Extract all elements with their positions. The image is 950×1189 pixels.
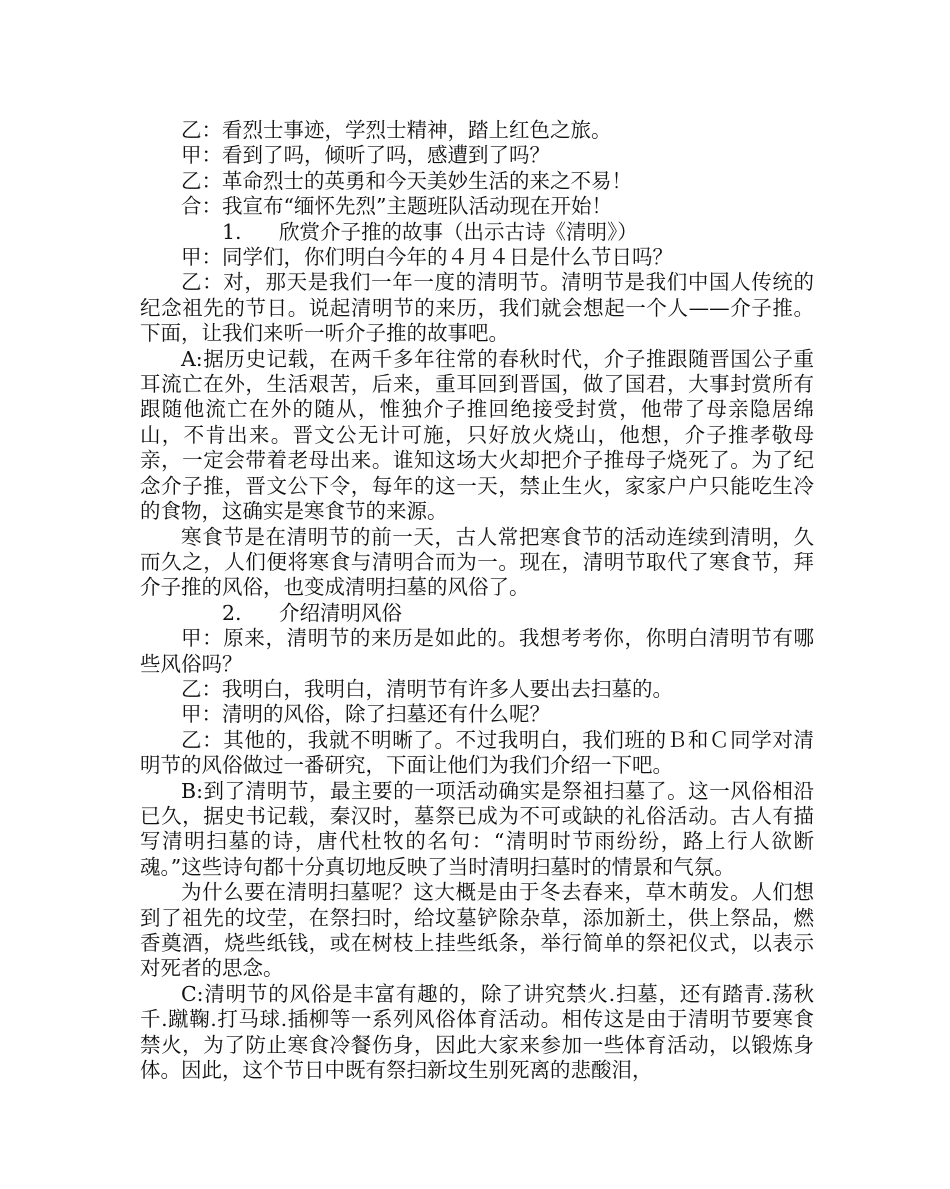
- paragraph: 甲：同学们，你们明白今年的４月４日是什么节日吗？: [181, 245, 673, 270]
- paragraph: 甲：原来，清明节的来历是如此的。我想考考你，你明白清明节有哪些风俗吗？: [140, 626, 814, 676]
- document-body: [140, 118, 814, 1083]
- section-number: 2.: [222, 600, 242, 625]
- paragraph: 甲：看到了吗，倾听了吗，感遭到了吗？: [181, 143, 550, 168]
- paragraph: 甲：清明的风俗，除了扫墓还有什么呢？: [181, 702, 550, 727]
- section-title: 欣赏介子推的故事（出示古诗《清明》）: [279, 219, 638, 244]
- paragraph: 寒食节是在清明节的前一天，古人常把寒食节的活动连续到清明，久而久之，人们便将寒食与清明合而为一。现在，清明节取代了寒食节，拜介子推的风俗，也变成清明扫墓的风俗了。: [140, 524, 814, 600]
- paragraph: A:据历史记载，在两千多年往常的春秋时代，介子推跟随晋国公子重耳流亡在外，生活艰苦，后来，重耳回到晋国，做了国君，大事封赏所有跟随他流亡在外的随从，惟独介子推回绝接受封赏，他带了母亲隐居绵山，不肯出来。晋文公无计可施，只好放火烧山，他想，介子推孝敬母亲，一定会带着老母出来。谁知这场大火却把介子推母子烧死了。为了纪念介子推，晋文公下令，每年的这一天，禁止生火，家家户户只能吃生冷的食物，这确实是寒食节的来源。: [140, 346, 814, 524]
- paragraph: 乙：其他的，我就不明晰了。不过我明白，我们班的Ｂ和Ｃ同学对清明节的风俗做过一番研究，下面让他们为我们介绍一下吧。: [140, 727, 814, 778]
- paragraph: 合：我宣布“缅怀先烈”主题班队活动现在开始！: [181, 194, 612, 219]
- section-title: 介绍清明风俗: [279, 600, 402, 625]
- section-number: 1.: [222, 219, 242, 244]
- section-heading: [140, 601, 814, 626]
- section-heading: [140, 220, 814, 245]
- paragraph: C:清明节的风俗是丰富有趣的，除了讲究禁火.扫墓，还有踏青.荡秋千.蹴鞠.打马球.插柳等一系列风俗体育活动。相传这是由于清明节要寒食禁火，为了防止寒食冷餐伤身，因此大家来参加一些体育活动，以锻炼身体。因此，这个节日中既有祭扫新坟生别死离的悲酸泪，: [140, 981, 814, 1083]
- paragraph: B:到了清明节，最主要的一项活动确实是祭祖扫墓了。这一风俗相沿已久，据史书记载，秦汉时，墓祭已成为不可或缺的礼俗活动。古人有描写清明扫墓的诗，唐代杜牧的名句：“清明时节雨纷纷，路上行人欲断魂。”这些诗句都十分真切地反映了当时清明扫墓时的情景和气氛。: [140, 778, 814, 879]
- paragraph: 乙：革命烈士的英勇和今天美妙生活的来之不易！: [181, 168, 632, 193]
- paragraph: 为什么要在清明扫墓呢？这大概是由于冬去春来，草木萌发。人们想到了祖先的坟茔，在祭扫时，给坟墓铲除杂草，添加新土，供上祭品，燃香奠酒，烧些纸钱，或在树枝上挂些纸条，举行简单的祭祀仪式，以表示对死者的思念。: [140, 880, 814, 981]
- paragraph: 乙：看烈士事迹，学烈士精神，踏上红色之旅。: [181, 118, 612, 142]
- paragraph: 乙：对，那天是我们一年一度的清明节。清明节是我们中国人传统的纪念祖先的节日。说起清明节的来历，我们就会想起一个人——介子推。下面，让我们来听一听介子推的故事吧。: [140, 270, 814, 346]
- paragraph: 乙：我明白，我明白，清明节有许多人要出去扫墓的。: [181, 676, 673, 701]
